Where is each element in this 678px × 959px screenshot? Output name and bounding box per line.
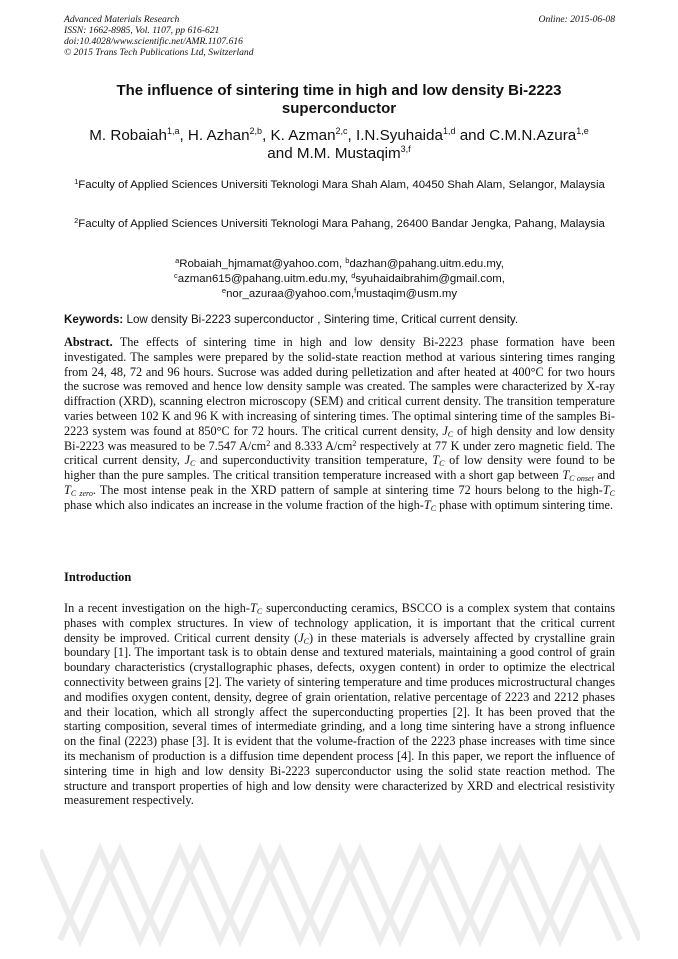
symbol: T [423, 497, 431, 512]
email-address: Robaiah_hjmamat@yahoo.com, [179, 258, 346, 270]
email-line-1 [64, 257, 615, 272]
email-address: nor_azuraa@yahoo.com, [226, 287, 355, 300]
keywords-text: Low density Bi-2223 superconductor , Sintering time, Critical current density. [123, 313, 519, 326]
symbol: T [249, 601, 257, 615]
superscript: 2 [352, 438, 357, 448]
author-name: M.M. Mustaqim [296, 145, 401, 162]
watermark-pattern [40, 830, 640, 955]
abstract-text: of low density were found to be higher than the pure samples. The critical transition temperature increased with a short gap between [64, 453, 615, 483]
journal-issn: ISSN: 1662-8985, Vol. 1107, pp 616-621 [64, 25, 220, 36]
author-conjunction: and [459, 127, 486, 144]
author-line-1: M. Robaiah$^{1,a}$, H. Azhan$^{2,b}$, K. Azman$^{2,c}$, I.N.Syuhaida$^{1,d}$ and C.M.N.Azura$^{1,e}$ [89, 126, 589, 144]
author-affiliation-mark: 2,c [335, 126, 348, 136]
symbol: T [432, 453, 440, 468]
abstract-text: The effects of sintering time in high and low density Bi-2223 phase formation have been investigated. The samples were prepared by the solid-state reaction method at various sintering times ranging from 24, 48, 72 and 96 hours. Sucrose was added during pelletization and after heated at 400°C for two hours the sucrose was removed and hence low density sample was created. The samples were characterized by X-ray diffraction (XRD), scanning electron microscopy (SEM) and critical current density. The transition temperature varies between 102 K and 96 K with increasing of sintering times. The optimal sintering time of the samples Bi-2223 system was found at 850°C for 72 hours. The critical current density, [64, 335, 615, 438]
email-line-2 [64, 272, 615, 287]
superscript: 2 [266, 438, 271, 448]
email-mark: c [174, 270, 178, 280]
abstract-text: phase with optimum sintering time. [436, 497, 614, 512]
author-affiliation-mark: 1,d [442, 126, 456, 136]
symbol: T [64, 482, 71, 497]
author-affiliation-mark: 1,e [576, 126, 589, 136]
keywords [64, 312, 615, 327]
symbol: T [602, 482, 610, 497]
symbol: J [442, 423, 448, 438]
abstract-text: and superconductivity transition temperature, [195, 453, 433, 468]
introduction-paragraph [64, 601, 615, 808]
affiliation-mark: 2 [74, 216, 79, 225]
email-mark: d [351, 270, 356, 280]
affiliation-2 [64, 217, 615, 232]
email-address: dazhan@pahang.uitm.edu.my, [349, 258, 504, 270]
symbol: J [184, 453, 190, 468]
keywords-label: Keywords: [64, 313, 124, 326]
email-line-3 [64, 287, 615, 302]
author-affiliation-mark: 3,f [400, 144, 411, 154]
email-mark: b [345, 256, 350, 265]
symbol: J [298, 630, 304, 645]
abstract [64, 335, 615, 513]
symbol: T [562, 468, 570, 483]
symbol-subscript: C [256, 607, 263, 616]
affiliation-text: Faculty of Applied Sciences Universiti Teknologi Mara Shah Alam, 40450 Shah Alam, Selangor, Malaysia [78, 179, 605, 191]
abstract-text: phase which also indicates an increase in the volume fraction of the high- [64, 497, 424, 512]
symbol-subscript: C onset [569, 474, 594, 484]
journal-name: Advanced Materials Research [64, 14, 180, 25]
body-text: In a recent investigation on the high- [64, 601, 250, 615]
author-line-2 [40, 145, 638, 163]
abstract-text: respectively at 77 K under zero magnetic field. The critical current density, [64, 438, 615, 468]
title-line-2: superconductor [281, 100, 397, 117]
email-mark: a [175, 256, 180, 265]
author-conjunction: and [267, 145, 293, 162]
author-list [40, 127, 638, 163]
symbol-subscript: C [609, 488, 615, 498]
email-address: syuhaidaibrahim@gmail.com, [355, 272, 505, 285]
author-name: I.N.Syuhaida [355, 127, 443, 144]
section-heading-introduction: Introduction [64, 570, 132, 584]
author-name: K. Azman [270, 127, 336, 144]
symbol-subscript: C [189, 459, 196, 469]
email-address: mustaqim@usm.my [356, 287, 458, 300]
symbol-subscript: C [439, 459, 445, 469]
affiliation-1 [64, 178, 615, 193]
symbol-subscript: C zero [70, 488, 93, 498]
author-affiliation-mark: 2,b [249, 126, 263, 136]
abstract-text: of high density and low density Bi-2223 was measured to be 7.547 A/cm [64, 423, 615, 453]
affiliation-text: Faculty of Applied Sciences Universiti Teknologi Mara Pahang, 26400 Bandar Jengka, Pahang, Malaysia [78, 218, 605, 230]
affiliation-mark: 1 [74, 177, 79, 186]
title-line-1: The influence of sintering time in high and low density Bi-2223 [116, 82, 562, 99]
symbol-subscript: C [447, 429, 454, 439]
author-affiliation-mark: 1,a [166, 126, 180, 136]
body-text: ) in these materials is adversely affected by crystalline grain boundary [1]. The important task is to obtain dense and textured materials, maintaining a good control of grain boundary characteristics (crystallographic phases, defects, oxygen content) in order to optimize the electrical connectivity between grains [2]. The variety of sintering temperature and time produces microstructural changes and modifies oxygen content, density, degree of grain orientation, relative percentage of 2223 and 2212 phases and their location, which all strongly affect the superconducting properties [2]. It has been proved that the starting composition, several times of intermediate grinding, and a long time sintering have a strong influence on the final (2223) phase [3]. It is evident that the volume-fraction of the 2223 phase increases with time since its mechanism of production is a diffusion time dependent process [4]. In this paper, we report the influence of sintering time in high and low density Bi-2223 superconductor using the solid state reaction method. The structure and transport properties of high and low density were characterized by XRD and electrical resistivity measurement respectively. [64, 630, 615, 808]
email-mark: e [221, 285, 227, 295]
abstract-label: Abstract. [64, 335, 113, 349]
email-address: azman615@pahang.uitm.edu.my, [177, 272, 352, 285]
abstract-text: . The most intense peak in the XRD pattern of sample at sintering time 72 hours belong to the high- [92, 482, 603, 497]
author-name: H. Azhan [187, 127, 250, 144]
copyright-notice: © 2015 Trans Tech Publications Ltd, Switzerland [64, 47, 254, 58]
email-mark: f [354, 285, 357, 295]
abstract-text: and [593, 468, 616, 483]
author-emails [64, 257, 615, 301]
paper-title [80, 82, 598, 118]
journal-header [64, 14, 615, 58]
abstract-text: and 8.333 A/cm [270, 438, 353, 453]
online-date: Online: 2015-06-08 [538, 14, 615, 25]
body-text: superconducting ceramics, BSCCO is a complex system that contains phases with complex structures. In view of technology application, it is important that the critical current density be improved. Critical current density ( [64, 601, 615, 645]
symbol-subscript: C [430, 503, 437, 513]
author-name: M. Robaiah [89, 127, 167, 144]
article-doi: doi:10.4028/www.scientific.net/AMR.1107.616 [64, 36, 243, 47]
author-name: C.M.N.Azura [489, 127, 577, 144]
symbol-subscript: C [303, 636, 309, 646]
